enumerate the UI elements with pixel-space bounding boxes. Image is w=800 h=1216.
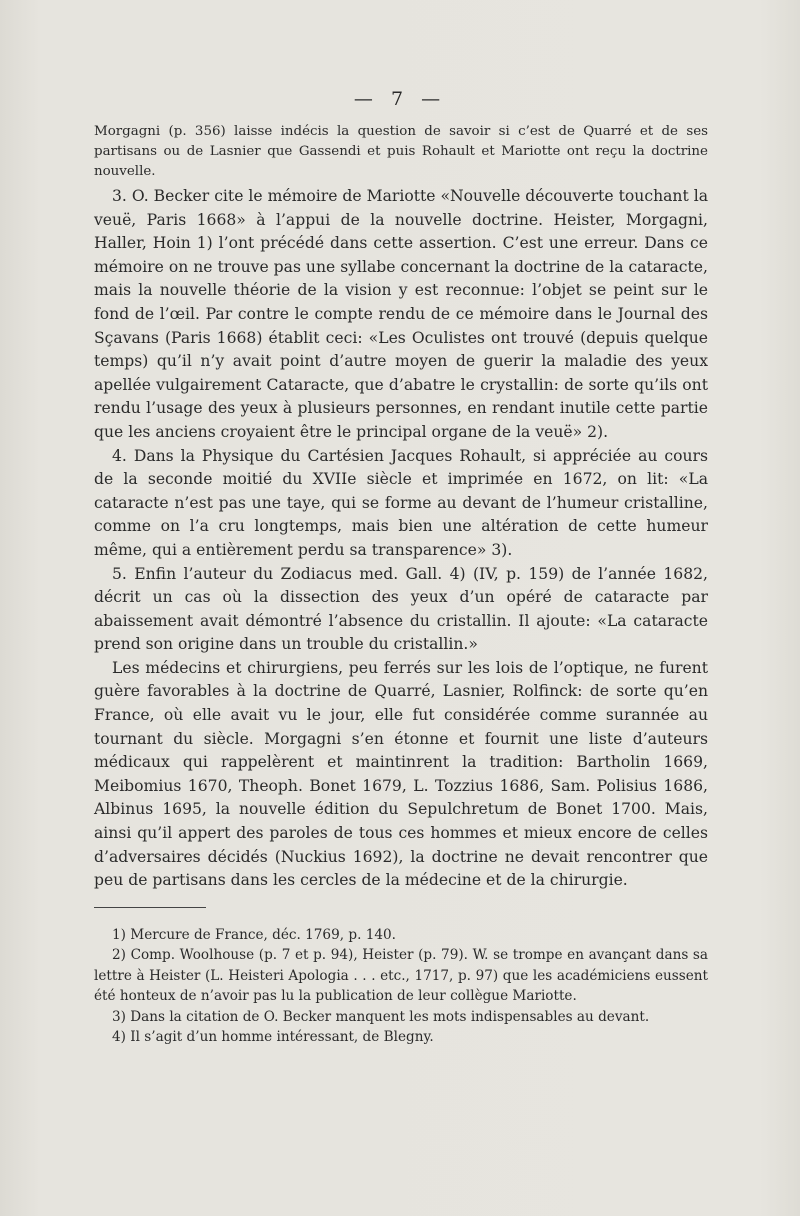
paragraph-5: 5. Enfin l’auteur du Zodiacus med. Gall. 4) (IV, p. 159) de l’année 1682, décrit un cas où la dissection des yeux d’un opéré de cataracte par abaissement avait démontré l’absence du cristallin. Il ajoute: «La cataracte prend son origine dans un trouble du cristallin.» — [94, 564, 708, 654]
paragraph-3: 3. O. Becker cite le mémoire de Mariotte «Nouvelle découverte touchant la veuë, Paris 1668» à l’appui de la nouvelle doctrine. Heister, Morgagni, Haller, Hoin 1) l’ont précédé dans cette assertion. C’est une erreur. Dans ce mémoire on ne trouve pas une syllabe concernant la doctrine de la cataracte, mais la nouvelle théorie de la vision y est reconnue: l’objet se peint sur le fond de l’œil. Par contre le compte rendu de ce mémoire dans le Journal des Sçavans (Paris 1668) établit ceci: «Les Oculistes ont trouvé (depuis quelque temps) qu’il n’y avait point d’autre moyen de guerir la maladie des yeux apellée vulgairement Cataracte, que d’abatre le crystallin: de sorte qu’ils ont rendu l’usage des yeux à plusieurs personnes, en rendant inutile cette partie que les anciens croyaient être le principal organe de la veuë» 2). — [94, 187, 708, 441]
intro-paragraph: Morgagni (p. 356) laisse indécis la question de savoir si c’est de Quarré et de ses partisans ou de Lasnier que Gassendi et puis Rohault et Mariotte ont reçu la doctrine nouvelle. — [94, 124, 708, 179]
footnote-3: 3) Dans la citation de O. Becker manquent les mots indispensables au devant. — [112, 1008, 650, 1025]
footnote-divider — [94, 907, 206, 908]
body-text — [94, 185, 708, 893]
footnote-4: 4) Il s’agit d’un homme intéressant, de Blegny. — [112, 1029, 434, 1046]
footnote-2: 2) Comp. Woolhouse (p. 7 et p. 94), Heister (p. 79). W. se trompe en avançant dans sa lettre à Heister (L. Heisteri Apologia . . . etc., 1717, p. 97) que les académiciens eussent été honteux de n’avoir pas lu la publication de leur collègue Mariotte. — [94, 947, 708, 1005]
paragraph-4: 4. Dans la Physique du Cartésien Jacques Rohault, si appréciée au cours de la seconde moitié du XVIIe siècle et imprimée en 1672, on lit: «La cataracte n’est pas une taye, qui se forme au devant de l’humeur cristalline, comme on l’a cru longtemps, mais bien une altération de cette humeur même, qui a entièrement perdu sa transparence» 3). — [94, 446, 708, 559]
footnotes — [94, 925, 708, 1047]
footnote-1: 1) Mercure de France, déc. 1769, p. 140. — [112, 927, 396, 943]
paragraph-conclusion: Les médecins et chirurgiens, peu ferrés sur les lois de l’optique, ne furent guère favorables à la doctrine de Quarré, Lasnier, Rolfinck: de sorte qu’en France, où elle avait vu le jour, elle fut considérée comme surannée au tournant du siècle. Morgagni s’en étonne et fournit une liste d’auteurs médicaux qui rappelèrent et maintinrent la tradition: Bartholin 1669, Meibomius 1670, Theoph. Bonet 1679, L. Tozzius 1686, Sam. Polisius 1686, Albinus 1695, la nouvelle édition du Sepulchretum de Bonet 1700. Mais, ainsi qu’il appert des paroles de tous ces hommes et mieux encore de celles d’adversaires décidés (Nuckius 1692), la doctrine ne devait rencontrer que peu de partisans dans les cercles de la médecine et de la chirurgie. — [94, 658, 708, 890]
page-number: — 7 — — [353, 88, 447, 110]
